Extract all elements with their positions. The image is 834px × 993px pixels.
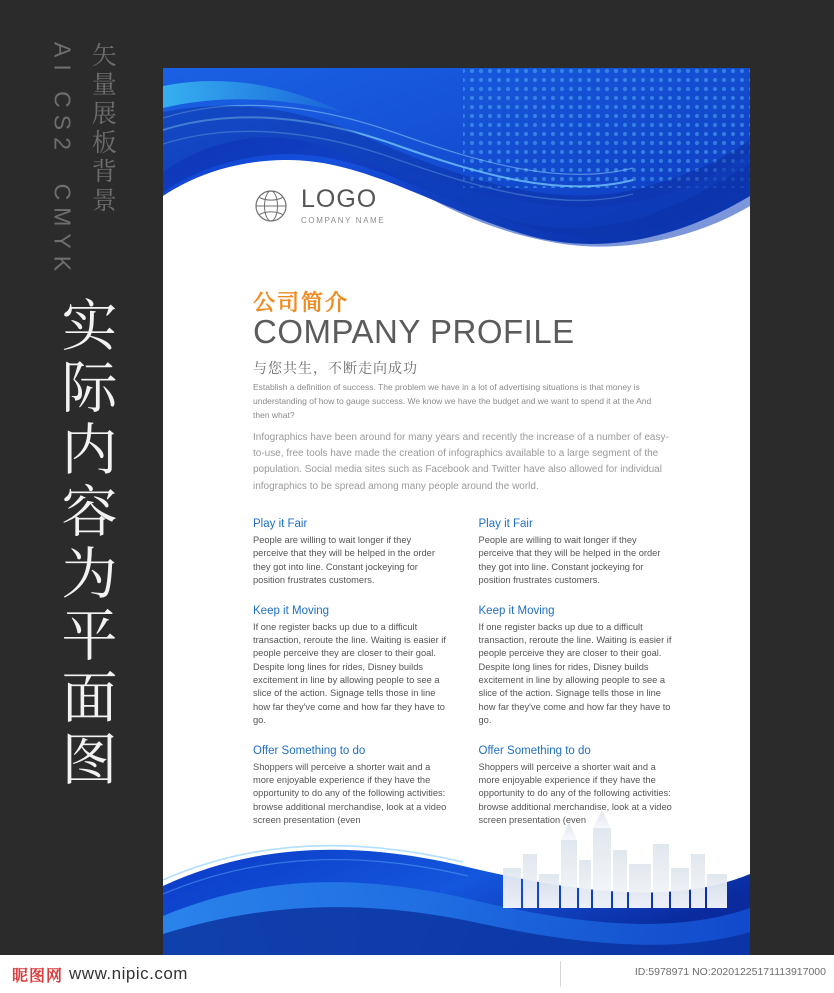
left-caption-panel (0, 0, 163, 955)
blurb-item (479, 518, 674, 588)
subheading-chinese: 与您共生，不断走向成功 (253, 360, 418, 376)
blurb-title: Play it Fair (253, 518, 308, 530)
blurb-title: Keep it Moving (253, 604, 330, 617)
globe-icon (251, 186, 291, 226)
blurb-item (479, 745, 674, 828)
blurb-item (253, 745, 448, 828)
blurb-text: Shoppers will perceive a shorter wait and a more enjoyable experience if they have the opportunity to do any of the following activities: browse additional merchandise, look at a video screen presentation (even (253, 761, 447, 825)
footer-divider (560, 961, 561, 987)
caption-vertical-chinese-small: 矢量展板背景 (88, 42, 117, 216)
footer-bar (0, 955, 834, 993)
logo-name: LOGO (301, 185, 378, 213)
caption-vertical-chinese-large: 实际内容为平面图 (54, 296, 118, 792)
blurb-title: Offer Something to do (253, 744, 366, 757)
body-paragraph: Infographics have been around for many years and recently the increase of a number of easy-to-use, free tools have made the creation of infographics available to a large segment of the population. Social media sites such as Facebook and Twitter have also allowed for individual infographics to be spread among many people around the world. (253, 432, 669, 492)
heading-chinese: 公司简介 (253, 290, 350, 315)
blurb-item (253, 605, 448, 728)
heading-english: COMPANY PROFILE (253, 313, 575, 350)
blurb-item (479, 605, 674, 728)
blurb-text: If one register backs up due to a difficult transaction, reroute the line. Waiting is easier if people perceive they are closer to their goal. Despite long lines for rides, Disney builds excitement in line by allowing people to see a slice of the action. Signage tells those in line how far they've come and how far they have to go. (478, 621, 672, 726)
blurb-text: People are willing to wait longer if they perceive that they will be helped in the order they got into line. Constant jockeying for position frustrates customers. (478, 535, 661, 586)
site-name-chinese: 昵图网 (12, 967, 64, 985)
blurb-title: Keep it Moving (478, 604, 555, 617)
site-url[interactable]: www.nipic.com (69, 964, 188, 983)
logo-block (251, 186, 385, 226)
blurb-title: Play it Fair (478, 518, 533, 530)
blurb-text: Shoppers will perceive a shorter wait and a more enjoyable experience if they have the opportunity to do any of the following activities: browse additional merchandise, look at a video screen presentation (even (478, 761, 672, 825)
caption-vertical-english-small: AI CS2 CMYK (49, 42, 76, 279)
blurb-columns (253, 518, 673, 844)
site-branding[interactable] (12, 963, 188, 986)
blurb-column-left (253, 518, 448, 844)
blurb-text: If one register backs up due to a difficult transaction, reroute the line. Waiting is easier if people perceive they are closer to their goal. Despite long lines for rides, Disney builds excitement in line by allowing people to see a slice of the action. Signage tells those in line how far they've come and how far they have to go. (253, 621, 446, 726)
intro-paragraph: Establish a definition of success. The problem we have in a lot of advertising situations is that money is understanding of how to gauge success. We know we have the budget and we want to spend it at the And then what? (253, 382, 652, 421)
logo-subtitle: COMPANY NAME (301, 216, 386, 225)
blurb-title: Offer Something to do (478, 744, 591, 757)
blurb-column-right (479, 518, 674, 844)
blurb-text: People are willing to wait longer if they perceive that they will be helped in the order they got into line. Constant jockeying for position frustrates customers. (253, 535, 435, 586)
asset-id-text: ID:5978971 NO:20201225171113917000 (634, 966, 826, 978)
poster-canvas (163, 68, 750, 955)
blurb-item (253, 518, 448, 588)
